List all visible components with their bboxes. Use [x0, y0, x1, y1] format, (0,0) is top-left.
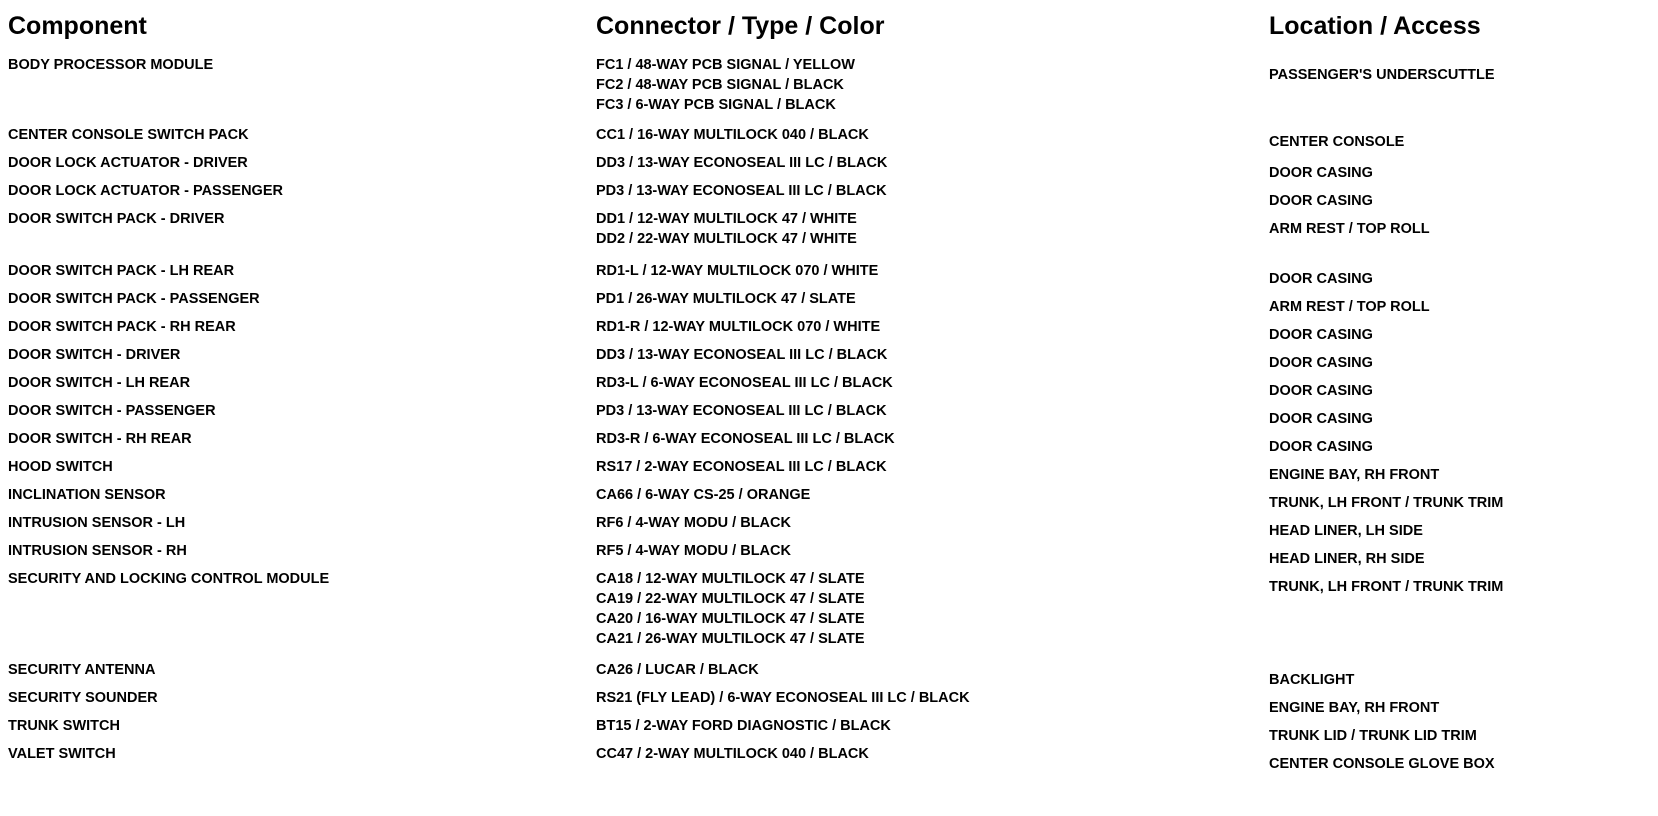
- table-row: [0, 457, 1658, 483]
- connector-cell: PD1 / 26-WAY MULTILOCK 47 / SLATE: [596, 291, 856, 307]
- connector-cell: RS21 (FLY LEAD) / 6-WAY ECONOSEAL III LC / BLACK: [596, 690, 970, 706]
- connector-cell: RD3-R / 6-WAY ECONOSEAL III LC / BLACK: [596, 431, 895, 447]
- table-row: [0, 541, 1658, 567]
- component-cell: INCLINATION SENSOR: [8, 487, 166, 503]
- component-cell: DOOR SWITCH - LH REAR: [8, 375, 191, 391]
- table-row: [0, 629, 1658, 649]
- connector-cell: DD2 / 22-WAY MULTILOCK 47 / WHITE: [596, 231, 857, 247]
- connector-cell: CA20 / 16-WAY MULTILOCK 47 / SLATE: [596, 611, 865, 627]
- location-cell: TRUNK, LH FRONT / TRUNK TRIM: [1269, 495, 1504, 511]
- table-row: [0, 261, 1658, 287]
- connector-cell: CA18 / 12-WAY MULTILOCK 47 / SLATE: [596, 571, 865, 587]
- connector-cell: RD1-L / 12-WAY MULTILOCK 070 / WHITE: [596, 263, 879, 279]
- location-cell: HEAD LINER, RH SIDE: [1269, 551, 1425, 567]
- component-cell: HOOD SWITCH: [8, 459, 113, 475]
- component-cell: DOOR SWITCH PACK - LH REAR: [8, 263, 235, 279]
- connector-cell: FC2 / 48-WAY PCB SIGNAL / BLACK: [596, 77, 844, 93]
- location-cell: ARM REST / TOP ROLL: [1269, 221, 1430, 237]
- connector-cell: CC1 / 16-WAY MULTILOCK 040 / BLACK: [596, 127, 869, 143]
- table-row: [0, 688, 1658, 716]
- table-row: [0, 67, 1658, 95]
- component-cell: DOOR SWITCH - RH REAR: [8, 431, 192, 447]
- table-row: [0, 429, 1658, 455]
- component-cell: DOOR SWITCH - DRIVER: [8, 347, 181, 363]
- table-row: [0, 153, 1658, 181]
- connector-cell: DD1 / 12-WAY MULTILOCK 47 / WHITE: [596, 211, 857, 227]
- table-row: [0, 401, 1658, 427]
- table-row: [0, 744, 1658, 772]
- component-cell: CENTER CONSOLE SWITCH PACK: [8, 127, 249, 143]
- location-cell: DOOR CASING: [1269, 193, 1373, 209]
- component-cell: TRUNK SWITCH: [8, 718, 120, 734]
- connector-cell: CA66 / 6-WAY CS-25 / ORANGE: [596, 487, 811, 503]
- location-cell: DOOR CASING: [1269, 411, 1373, 427]
- connector-cell: CA26 / LUCAR / BLACK: [596, 662, 759, 678]
- table-row: [0, 95, 1658, 115]
- location-cell: CENTER CONSOLE GLOVE BOX: [1269, 756, 1495, 772]
- table-row: [0, 317, 1658, 343]
- table-row: [0, 660, 1658, 688]
- location-cell: HEAD LINER, LH SIDE: [1269, 523, 1423, 539]
- table-row: [0, 289, 1658, 315]
- connector-cell: PD3 / 13-WAY ECONOSEAL III LC / BLACK: [596, 183, 887, 199]
- component-cell: SECURITY SOUNDER: [8, 690, 158, 706]
- connector-cell: RS17 / 2-WAY ECONOSEAL III LC / BLACK: [596, 459, 887, 475]
- component-cell: DOOR LOCK ACTUATOR - PASSENGER: [8, 183, 283, 199]
- connector-cell: PD3 / 13-WAY ECONOSEAL III LC / BLACK: [596, 403, 887, 419]
- location-cell: CENTER CONSOLE: [1269, 134, 1405, 150]
- table-row: [0, 569, 1658, 595]
- location-cell: DOOR CASING: [1269, 165, 1373, 181]
- location-cell: TRUNK LID / TRUNK LID TRIM: [1269, 728, 1477, 744]
- component-cell: DOOR SWITCH PACK - DRIVER: [8, 211, 225, 227]
- component-cell: INTRUSION SENSOR - LH: [8, 515, 186, 531]
- table-row: [0, 373, 1658, 399]
- component-cell: VALET SWITCH: [8, 746, 116, 762]
- location-cell: DOOR CASING: [1269, 271, 1373, 287]
- location-cell: ENGINE BAY, RH FRONT: [1269, 700, 1440, 716]
- location-cell: DOOR CASING: [1269, 439, 1373, 455]
- table-row: [0, 716, 1658, 744]
- location-cell: DOOR CASING: [1269, 355, 1373, 371]
- connector-cell: CA19 / 22-WAY MULTILOCK 47 / SLATE: [596, 591, 865, 607]
- connector-cell: FC1 / 48-WAY PCB SIGNAL / YELLOW: [596, 57, 855, 73]
- connector-cell: CA21 / 26-WAY MULTILOCK 47 / SLATE: [596, 631, 865, 647]
- table-row: [0, 609, 1658, 629]
- connector-cell: FC3 / 6-WAY PCB SIGNAL / BLACK: [596, 97, 836, 113]
- component-cell: DOOR SWITCH PACK - PASSENGER: [8, 291, 260, 307]
- table-row: [0, 589, 1658, 609]
- table-row: [0, 181, 1658, 209]
- component-cell: INTRUSION SENSOR - RH: [8, 543, 187, 559]
- connector-cell: CC47 / 2-WAY MULTILOCK 040 / BLACK: [596, 746, 869, 762]
- connector-cell: RD3-L / 6-WAY ECONOSEAL III LC / BLACK: [596, 375, 893, 391]
- location-cell: DOOR CASING: [1269, 327, 1373, 343]
- table-row: [0, 209, 1658, 237]
- table-row: [0, 229, 1658, 249]
- location-cell: BACKLIGHT: [1269, 672, 1355, 688]
- component-cell: DOOR SWITCH PACK - RH REAR: [8, 319, 236, 335]
- header-location: Location / Access: [1269, 12, 1481, 40]
- component-cell: DOOR SWITCH - PASSENGER: [8, 403, 216, 419]
- connector-cell: RD1-R / 12-WAY MULTILOCK 070 / WHITE: [596, 319, 881, 335]
- location-cell: ARM REST / TOP ROLL: [1269, 299, 1430, 315]
- component-cell: BODY PROCESSOR MODULE: [8, 57, 214, 73]
- location-cell: ENGINE BAY, RH FRONT: [1269, 467, 1440, 483]
- table-row: [0, 345, 1658, 371]
- connector-cell: DD3 / 13-WAY ECONOSEAL III LC / BLACK: [596, 155, 888, 171]
- location-cell: PASSENGER'S UNDERSCUTTLE: [1269, 67, 1495, 83]
- component-cell: SECURITY AND LOCKING CONTROL MODULE: [8, 571, 330, 587]
- header-connector: Connector / Type / Color: [596, 12, 885, 40]
- table-row: [0, 513, 1658, 539]
- connector-cell: RF6 / 4-WAY MODU / BLACK: [596, 515, 791, 531]
- location-cell: TRUNK, LH FRONT / TRUNK TRIM: [1269, 579, 1504, 595]
- table-row: [0, 485, 1658, 511]
- connector-cell: RF5 / 4-WAY MODU / BLACK: [596, 543, 791, 559]
- connector-cell: BT15 / 2-WAY FORD DIAGNOSTIC / BLACK: [596, 718, 891, 734]
- location-cell: DOOR CASING: [1269, 383, 1373, 399]
- component-cell: DOOR LOCK ACTUATOR - DRIVER: [8, 155, 248, 171]
- header-component: Component: [8, 12, 147, 40]
- connector-cell: DD3 / 13-WAY ECONOSEAL III LC / BLACK: [596, 347, 888, 363]
- component-cell: SECURITY ANTENNA: [8, 662, 156, 678]
- table-row: [0, 125, 1658, 150]
